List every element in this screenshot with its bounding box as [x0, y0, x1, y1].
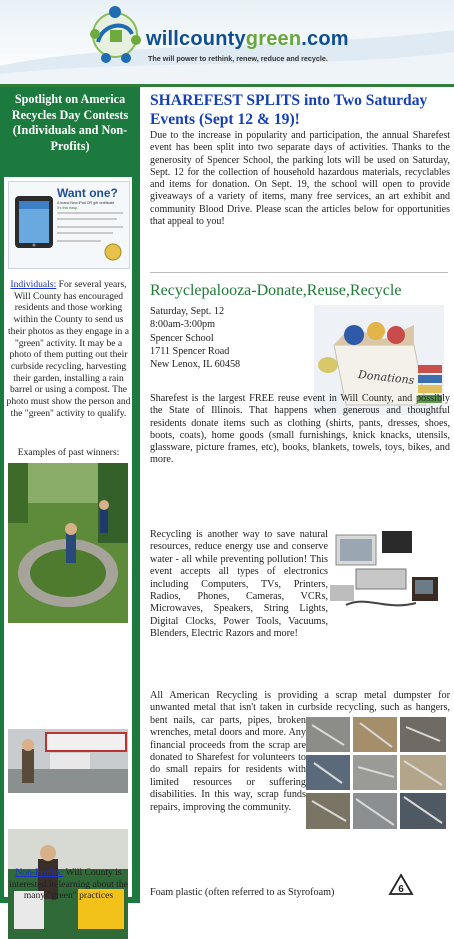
- promo-line1: A brand New iPad OR gift certificate: [57, 201, 115, 205]
- sidebar-content: [4, 177, 132, 902]
- sharefest-intro: Due to the increase in popularity and participation, the annual Sharefest event has been split into two separate days of activities. Thanks to the generosity of Spencer School, the parking lots will be used on Saturday, Sept. 12 for the collection of household hazardous materials, recyclables and items for donation. On Sept. 19, the school will open to provide giveaways of a variety of items, many free services, an art exhibit and community Blood Drive. Please scan the articles below for opportunities that appeal to you!: [150, 130, 450, 228]
- site-header: [0, 0, 454, 84]
- event-details: [150, 305, 310, 371]
- examples-caption: Examples of past winners:: [17, 447, 120, 458]
- event-time: 8:00am-3:00pm: [150, 319, 216, 331]
- brand-domain: .com: [301, 28, 349, 50]
- individuals-paragraph: [6, 279, 131, 419]
- sharefest-paragraph: [150, 393, 450, 467]
- individuals-text: For several years, Will County has encouraged residents and those working within the County to send us their photos as they engage in a "green" activity. It may be a photo of them putting out their curbside recycling, harvesting their garden, installing a rain barrel or using a compost. The photo must show the person and the "green" activity to qualify.: [6, 279, 131, 419]
- spotlight-sidebar: [0, 87, 140, 903]
- recycling-text: Recycling is another way to save natural resources, reduce energy use and conserve water - all while preventing pollution! This event accepts all types of electronics including Computers, TVs, Printers, Radios, Phones, Cameras, VCRs, Microwaves, Speakers, String Lights, Digital Clocks, Power Tools, Vacuums, Blenders, Electric Razors and more!: [150, 529, 328, 640]
- ipad-promo-image[interactable]: [8, 181, 130, 269]
- recycling-paragraph: [150, 529, 450, 641]
- sidebar-title: Spotlight on America Recycles Day Contests (Individuals and Non-Profits): [11, 92, 129, 153]
- recycle-code: 6: [398, 884, 404, 895]
- donations-label: Donations: [357, 368, 415, 387]
- event-city: New Lenox, IL 60458: [150, 359, 241, 371]
- promo-line2: It's this easy...: [57, 206, 80, 210]
- recycle-number-6-icon: [388, 873, 414, 899]
- foam-paragraph: Foam plastic (often referred to as Styrofoam): [150, 887, 335, 898]
- nonprofits-link[interactable]: Non-Profits:: [15, 867, 64, 878]
- winner-photo-garden[interactable]: [8, 463, 128, 623]
- recyclepalooza-title: Recyclepalooza-Donate,Reuse,Recycle: [150, 282, 402, 299]
- will-county-logo-icon[interactable]: [86, 4, 144, 66]
- site-logo-text[interactable]: [146, 28, 349, 51]
- winner-photo-recycling-center[interactable]: [8, 729, 128, 793]
- sharefest-headline: SHAREFEST SPLITS into Two Saturday Events (Sept 12 & 19)!: [150, 92, 428, 128]
- scrap-text: All American Recycling is providing a scrap metal dumpster for unwanted metal that isn't taken in curbside recycling, such as hangers, bent nails, car parts, pipes, broken wrenches, metal doors and more. Any financial proceeds from the scrap are donated to Sharefest for volunteers to do small repairs for residents with limited resources or suffering disabilities. In this way, scrap funds repairs, improving the community.: [150, 690, 450, 813]
- event-street: 1711 Spencer Road: [150, 345, 230, 357]
- promo-heading: Want one?: [57, 186, 118, 200]
- scrap-paragraph: [150, 690, 450, 828]
- individuals-link[interactable]: Individuals:: [10, 279, 57, 290]
- event-venue: Spencer School: [150, 332, 214, 344]
- brand-green: green: [245, 28, 302, 50]
- recycling-center-photo: [8, 729, 128, 793]
- nonprofits-text: Will County is interested in learning about the many "green" practices: [9, 867, 128, 902]
- garden-photo: [8, 463, 128, 623]
- section-divider: [150, 272, 448, 273]
- brand-county: county: [179, 28, 246, 50]
- brand-will: will: [146, 28, 180, 50]
- site-tagline: The will power to rethink, renew, reduce and recycle.: [148, 54, 328, 63]
- sharefest-text: Sharefest is the largest FREE reuse event in Will County, and possibly the State of Illinois. That happens when generous and thoughtful residents donate items such as clothing (shirts, pants, dresses, shoes, boots, coats), home goods (small furnishings, knick knacks, utensils, glassware, picture frames, etc), books, blankets, towels, toys, bikes, and more.: [150, 393, 450, 466]
- nonprofits-paragraph: [6, 867, 131, 902]
- event-date: Saturday, Sept. 12: [150, 306, 225, 317]
